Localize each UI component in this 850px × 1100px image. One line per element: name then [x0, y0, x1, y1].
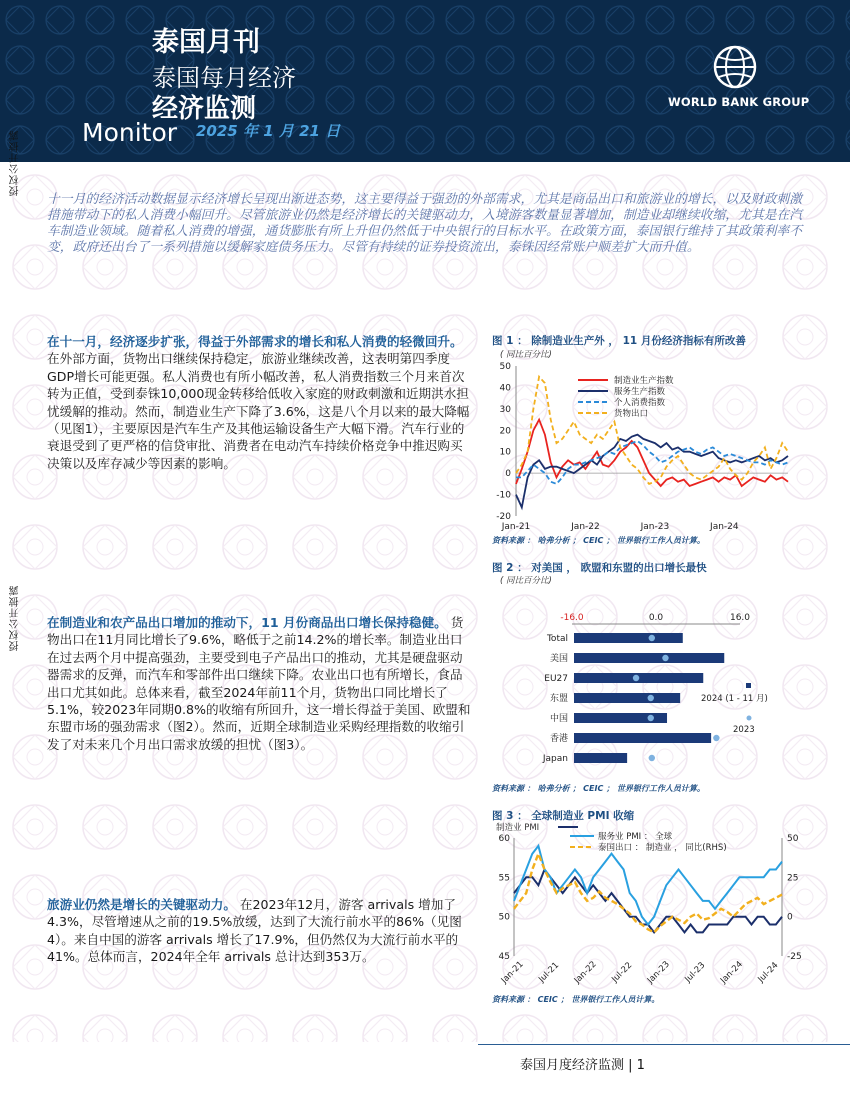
category-label: 东盟	[549, 694, 568, 704]
paragraph-economy	[47, 333, 475, 472]
x-tick-label: Jan-24	[710, 522, 739, 532]
y-tick-label: 55	[498, 873, 510, 884]
category-label: Japan	[542, 754, 568, 764]
figure3-source: 资料来源 ： CEIC ； 世界银行工作人员计算。	[492, 995, 660, 1004]
paragraph-body: 货物出口在11月同比增长了9.6%，略低于之前14.2%的增长率。制造业出口在过去两个月中提高强劲，主要受到电子产品出口的推动，尤其是硬盘驱动器需求的反弹，而汽车和零部件出口继续下降。农业出口也有所增长，食品出口尤其如此。总体来看，截至2024年前11个月，货物出口同比增长了5.1%，较2023年同期0.8%的收缩有所回升，这一增长得益于美国、欧盟和东盟市场的强劲需求（图2）。然而，近期全球制造业采购经理指数的收缩引发了对未来几个月出口需求放缓的担忧（图3）。	[47, 615, 471, 752]
bar	[574, 753, 627, 763]
y-tick-label-right: 0	[787, 912, 793, 923]
category-label: 中国	[549, 714, 568, 724]
y-tick-label: 50	[499, 362, 511, 372]
paragraph-tourism	[47, 896, 475, 966]
figure3-chart	[488, 818, 808, 994]
figure1-title: 图 1 ： 除制造业生产外 ， 11 月份经济指标有所改善	[492, 335, 746, 347]
y-tick-label: 60	[498, 834, 510, 844]
world-bank-globe-icon	[712, 44, 758, 90]
figure1-chart	[488, 358, 798, 533]
bar	[574, 653, 724, 663]
y-tick-label: 50	[498, 912, 510, 923]
summary-text: 十一月的经济活动数据显示经济增长呈现出渐进态势，这主要得益于强劲的外部需求，尤其是商品出口和旅游业的增长，以及财政刺激措施带动下的私人消费小幅回升。尽管旅游业仍然是经济增长的关键驱动力，入境游客数量显著增加，制造业却继续收缩，尤其是在汽车制造业领域。随着私人消费的增强，通货膨胀有所上升但仍然低于中央银行的目标水平。在政策方面，泰国银行维持了其政策利率不变，政府还出台了一系列措施以缓解家庭债务压力。尽管有持续的证券投资流出，泰铢因经常账户顺差扩大而升值。	[47, 192, 803, 255]
x-tick-label: Jul-24	[756, 960, 781, 985]
marker-2023	[649, 755, 655, 761]
figure2-chart	[490, 608, 790, 778]
bar	[574, 693, 680, 703]
marker-2023	[649, 635, 655, 641]
legend-label: 服务生产指数	[614, 387, 666, 397]
legend-label: 2024 (1 - 11 月)	[701, 694, 768, 704]
series-line	[516, 435, 788, 508]
side-disclosure-label-2: 授权公开披露	[10, 585, 21, 651]
report-subtitle: 泰国每月经济	[152, 64, 296, 92]
series-line	[514, 854, 782, 933]
axis-label: -16.0	[560, 613, 584, 623]
y-tick-label-right: 25	[787, 873, 799, 884]
x-tick-label: Jan-22	[572, 959, 599, 986]
category-label: Total	[546, 634, 568, 644]
paragraph-body: 在2023年12月，游客 arrivals 增加了4.3%，尽管增速从之前的19.5%放缓，达到了大流行前水平的86%（见图4）。来自中国的游客 arrivals 增长了17.9%，但仍然仅为大流行前水平的41%。总体而言，2024年全年 arrivals 总计达到353万。	[47, 897, 462, 965]
report-title: 泰国月刊	[152, 27, 260, 58]
legend-label: 制造业生产指数	[614, 376, 674, 386]
y-tick-label: 30	[499, 404, 511, 415]
paragraph-lead: 在十一月，经济逐步扩张，得益于外部需求的增长和私人消费的轻微回升。	[47, 334, 463, 349]
y-tick-label-right: 50	[787, 834, 799, 844]
y-tick-label: 40	[499, 383, 511, 394]
bar	[574, 633, 683, 643]
x-tick-label: Jan-24	[718, 959, 745, 986]
y-tick-label: -10	[496, 490, 511, 501]
legend-label: 货物出口	[614, 409, 649, 419]
x-tick-label: Jul-22	[610, 960, 635, 985]
y-axis-title: 制造业 PMI	[496, 823, 540, 833]
paragraph-lead: 在制造业和农产品出口增加的推动下，11 月份商品出口增长保持稳健。	[47, 615, 447, 630]
y-tick-label: 10	[499, 447, 511, 458]
side-disclosure-label: 授权公开披露	[10, 130, 21, 196]
legend-label: 泰国出口 ： 制造业 ， 同比(RHS)	[598, 843, 727, 853]
x-tick-label: Jul-23	[683, 960, 708, 985]
report-header	[0, 0, 850, 162]
legend-swatch	[746, 683, 751, 688]
report-date: 2025 年 1 月 21 日	[196, 122, 341, 140]
axis-label: 0.0	[648, 613, 664, 623]
y-tick-label-right: -25	[787, 952, 802, 962]
x-tick-label: Jul-21	[537, 960, 562, 985]
category-label: 香港	[549, 734, 568, 744]
figure1-subtitle: ( 同比百分比)	[500, 350, 552, 360]
x-tick-label: Jan-22	[571, 522, 600, 532]
marker-2023	[713, 735, 719, 741]
marker-2023	[648, 715, 654, 721]
category-label: EU27	[544, 674, 568, 684]
paragraph-body: 在外部方面，货物出口继续保持稳定，旅游业继续改善，这表明第四季度GDP增长可能更强。私人消费也有所小幅改善，私人消费指数三个月来首次转为正值，受到泰铢10,000现金转移给低收入家庭的财政刺激和近期洪水担忧缓解的推动。然而，制造业生产下降了3.6%，这是八个月以来的最大降幅（见图1），主要原因是汽车生产及其他运输设备生产大幅下滑。汽车行业的衰退受到了更严格的信贷审批、消费者在电动汽车持续价格竞争中推迟购买决策以及库存减少等因素的影响。	[47, 351, 470, 471]
legend-label: 服务业 PMI ： 全球	[598, 832, 673, 842]
figure1-source: 资料来源 ： 哈弗分析 ； CEIC ； 世界银行工作人员计算。	[492, 536, 705, 545]
category-label: 美国	[549, 654, 568, 664]
paragraph-exports	[47, 614, 475, 753]
x-tick-label: Jan-23	[645, 959, 672, 986]
legend-label: 个人消费指数	[614, 398, 666, 408]
figure2-title: 图 2 ： 对美国 ， 欧盟和东盟的出口增长最快	[492, 562, 707, 574]
world-bank-logo-text: WORLD BANK GROUP	[668, 95, 810, 109]
figure2-source: 资料来源 ： 哈弗分析 ； CEIC ； 世界银行工作人员计算。	[492, 784, 705, 793]
figure3-title: 图 3 ： 全球制造业 PMI 收缩	[492, 810, 635, 822]
report-subtitle-2: 经济监测	[152, 94, 257, 124]
legend-label: 2023	[733, 725, 755, 735]
page-footer: 泰国月度经济监测 | 1	[520, 1058, 645, 1073]
bar	[574, 733, 711, 743]
y-tick-label: 20	[499, 426, 511, 437]
x-tick-label: Jan-23	[640, 522, 670, 532]
legend-swatch	[747, 716, 752, 721]
paragraph-lead: 旅游业仍然是增长的关键驱动力。	[47, 897, 236, 912]
y-tick-label: 45	[498, 952, 510, 962]
footer-divider	[478, 1044, 850, 1045]
y-tick-label: 0	[505, 469, 511, 480]
axis-label: 16.0	[729, 613, 751, 623]
monitor-label: Monitor	[82, 118, 178, 147]
y-tick-label: -20	[496, 512, 511, 522]
x-tick-label: Jan-21	[501, 522, 531, 532]
figure2-subtitle: ( 同比百分比)	[500, 576, 552, 586]
marker-2023	[662, 655, 668, 661]
marker-2023	[648, 695, 654, 701]
series-line	[514, 846, 782, 925]
marker-2023	[633, 675, 639, 681]
x-tick-label: Jan-21	[499, 959, 526, 986]
